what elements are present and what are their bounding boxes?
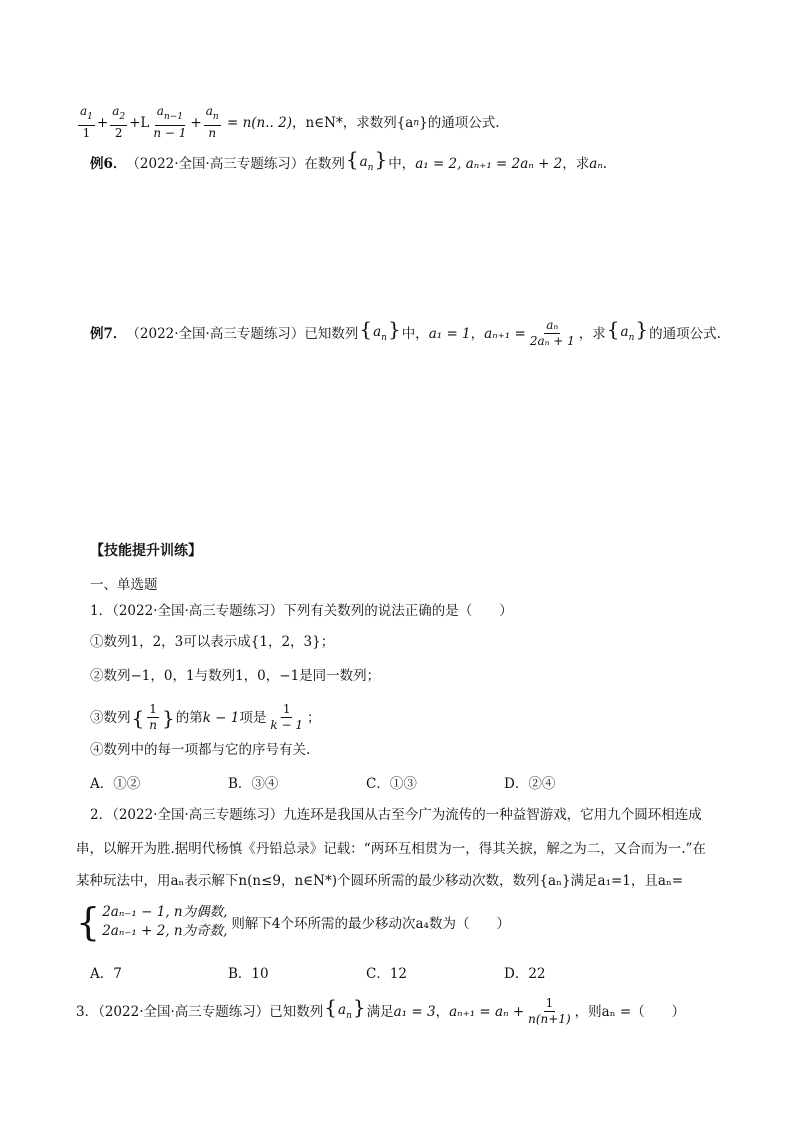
- example-7-fraction: [528, 318, 577, 349]
- example-7-mid: 中，: [401, 325, 429, 342]
- q1-option-4: ④数列中的每一项都与它的序号有关.: [90, 742, 311, 758]
- q1-choices: [90, 772, 642, 792]
- q2-choice-c[interactable]: C．12: [366, 966, 408, 982]
- example-6: 例6． （2022·全国·高三专题练习）在数列 $\{a_n\}$ 中， a₁ = 2, aₙ₊₁ = 2aₙ + 2 ，求 aₙ .: [90, 147, 608, 173]
- q2-line-1: 2．（2022·全国·高三专题练习）九连环是我国从古至今广为流传的一种益智游戏，它用九个圆环相连成: [90, 807, 702, 823]
- frac-a1-over-1: $\frac{a_1}{1}$: [80, 104, 93, 140]
- top-text-b: n∈N*，求数列{a: [305, 114, 414, 131]
- example-7-a1: a₁ = 1: [428, 325, 471, 342]
- q3-sep: ，: [435, 1003, 450, 1020]
- q1-choice-c[interactable]: C．①③: [366, 776, 417, 792]
- q1-choice-d[interactable]: D．②④: [504, 776, 556, 792]
- q1-opt3-d: 项是: [239, 709, 267, 726]
- q2-line-3: 某种玩法中，用aₙ表示解下n(n≤9，n∈N*)个圆环所需的最少移动次数，数列{aₙ}满足a₁=1，且aₙ=: [76, 873, 684, 889]
- example-7-end2: 的通项公式.: [649, 325, 721, 342]
- example-7-den: 2aₙ + 1: [529, 334, 575, 348]
- example-7: 例7． （2022·全国·高三专题练习）已知数列 $\{a_n\}$ 中， a₁ = 1 ， aₙ₊₁ = $\frac{\text{aₙ}}{\text{2aₙ + 1}}$ ，求 $\{a_n\}$ 的通项公式.: [90, 317, 721, 348]
- section-subtitle: 一、单选题: [90, 577, 158, 593]
- q2-case-2: 2aₙ₋₁ + 2, n为奇数,: [102, 923, 228, 939]
- example-6-source: （2022·全国·高三专题练习）在数列: [126, 155, 345, 172]
- q1-choice-b[interactable]: B．③④: [228, 776, 279, 792]
- example-6-label: 例6．: [90, 155, 127, 172]
- q1-opt3-e: ；: [306, 709, 321, 726]
- q3-den: n(n+1): [528, 1012, 571, 1026]
- top-text-c: }的通项公式.: [419, 114, 500, 131]
- q1-option-2: ②数列−1，0，1与数列1，0，−1是同一数列；: [90, 668, 381, 684]
- example-6-period: .: [602, 155, 608, 172]
- frac-an: $\frac{a_n}{n}$: [205, 104, 219, 140]
- section-title: 【技能提升训练】: [90, 543, 202, 559]
- q3-num: 1: [545, 996, 554, 1010]
- q2-choice-d[interactable]: D．22: [504, 966, 546, 982]
- example-7-end: ，求: [578, 325, 606, 342]
- q2-piecewise: { 2aₙ₋₁ − 1, n为偶数, 2aₙ₋₁ + 2, n为奇数, 则解下4个环所需的最少移动次a₄数为（ ）: [76, 900, 510, 944]
- q1-stem: 1．（2022·全国·高三专题练习）下列有关数列的说法正确的是（ ）: [90, 603, 513, 619]
- q1-option-1: ①数列1，2，3可以表示成{1，2，3}；: [90, 634, 335, 650]
- q1-option-3: ③数列 { $\frac{1}{n}$ } 的第 k − 1 项是 $\frac{1}{k - 1}$ ；: [90, 702, 321, 732]
- q3-a1: a₁ = 3: [393, 1003, 436, 1020]
- example-6-formula: a₁ = 2, aₙ₊₁ = 2aₙ + 2: [415, 155, 563, 172]
- example-7-source: （2022·全国·高三专题练习）已知数列: [126, 325, 359, 342]
- example-6-mid: 中，: [388, 155, 416, 172]
- q2-tail: 则解下4个环所需的最少移动次a₄数为（ ）: [231, 916, 510, 932]
- q1-opt3-c: k − 1: [202, 709, 240, 726]
- q3-stem: 3．（2022·全国·高三专题练习）已知数列: [76, 1003, 324, 1020]
- example-6-end: ，求: [562, 155, 590, 172]
- q3-mid: 满足: [366, 1003, 394, 1020]
- top-text-a: ，: [291, 114, 306, 131]
- q2-choice-a[interactable]: A．7: [90, 966, 122, 982]
- example-6-target: aₙ: [589, 155, 603, 172]
- example-7-sep: ，: [470, 325, 485, 342]
- q3-lhs: aₙ₊₁ = aₙ +: [449, 1003, 525, 1020]
- q2-choices: [90, 962, 642, 982]
- frac-a2-over-2: $\frac{a_2}{2}$: [112, 104, 126, 140]
- q3-end: ，则aₙ =（ ）: [574, 1003, 686, 1020]
- example-7-label: 例7．: [90, 325, 127, 342]
- top-formula-line: $\frac{a_1}{1}$ + $\frac{a_2}{2}$ +L $\frac{a_{n-1}}{n - 1}$ + $\frac{a_n}{n}$ = n(n.. 2) ， n∈N*，求数列{a n }的通项公式.: [80, 104, 500, 140]
- q2-choice-b[interactable]: B．10: [228, 966, 269, 982]
- q3-fraction: [526, 996, 573, 1027]
- example-7-lhs: aₙ₊₁ =: [484, 325, 526, 342]
- q1-opt3-b: 的第: [175, 709, 203, 726]
- q1-opt3-a: ③数列: [90, 709, 131, 726]
- q3-stem-line: 3．（2022·全国·高三专题练习）已知数列 $\{a_n\}$ 满足 a₁ = 3 ， aₙ₊₁ = aₙ + $\frac{1}{n(n+1)}$ ，则aₙ =（ ）: [76, 995, 686, 1026]
- q2-line-2: 串，以解开为胜.据明代杨慎《丹铅总录》记载：“两环互相贯为一，得其关捩，解之为二，又合而为一.”在: [76, 841, 706, 857]
- example-7-num: aₙ: [546, 318, 559, 332]
- frac-an-1: $\frac{a_{n-1}}{n - 1}$: [153, 104, 187, 140]
- q2-case-1: 2aₙ₋₁ − 1, n为偶数,: [102, 904, 228, 920]
- q1-choice-a[interactable]: A．①②: [90, 776, 141, 792]
